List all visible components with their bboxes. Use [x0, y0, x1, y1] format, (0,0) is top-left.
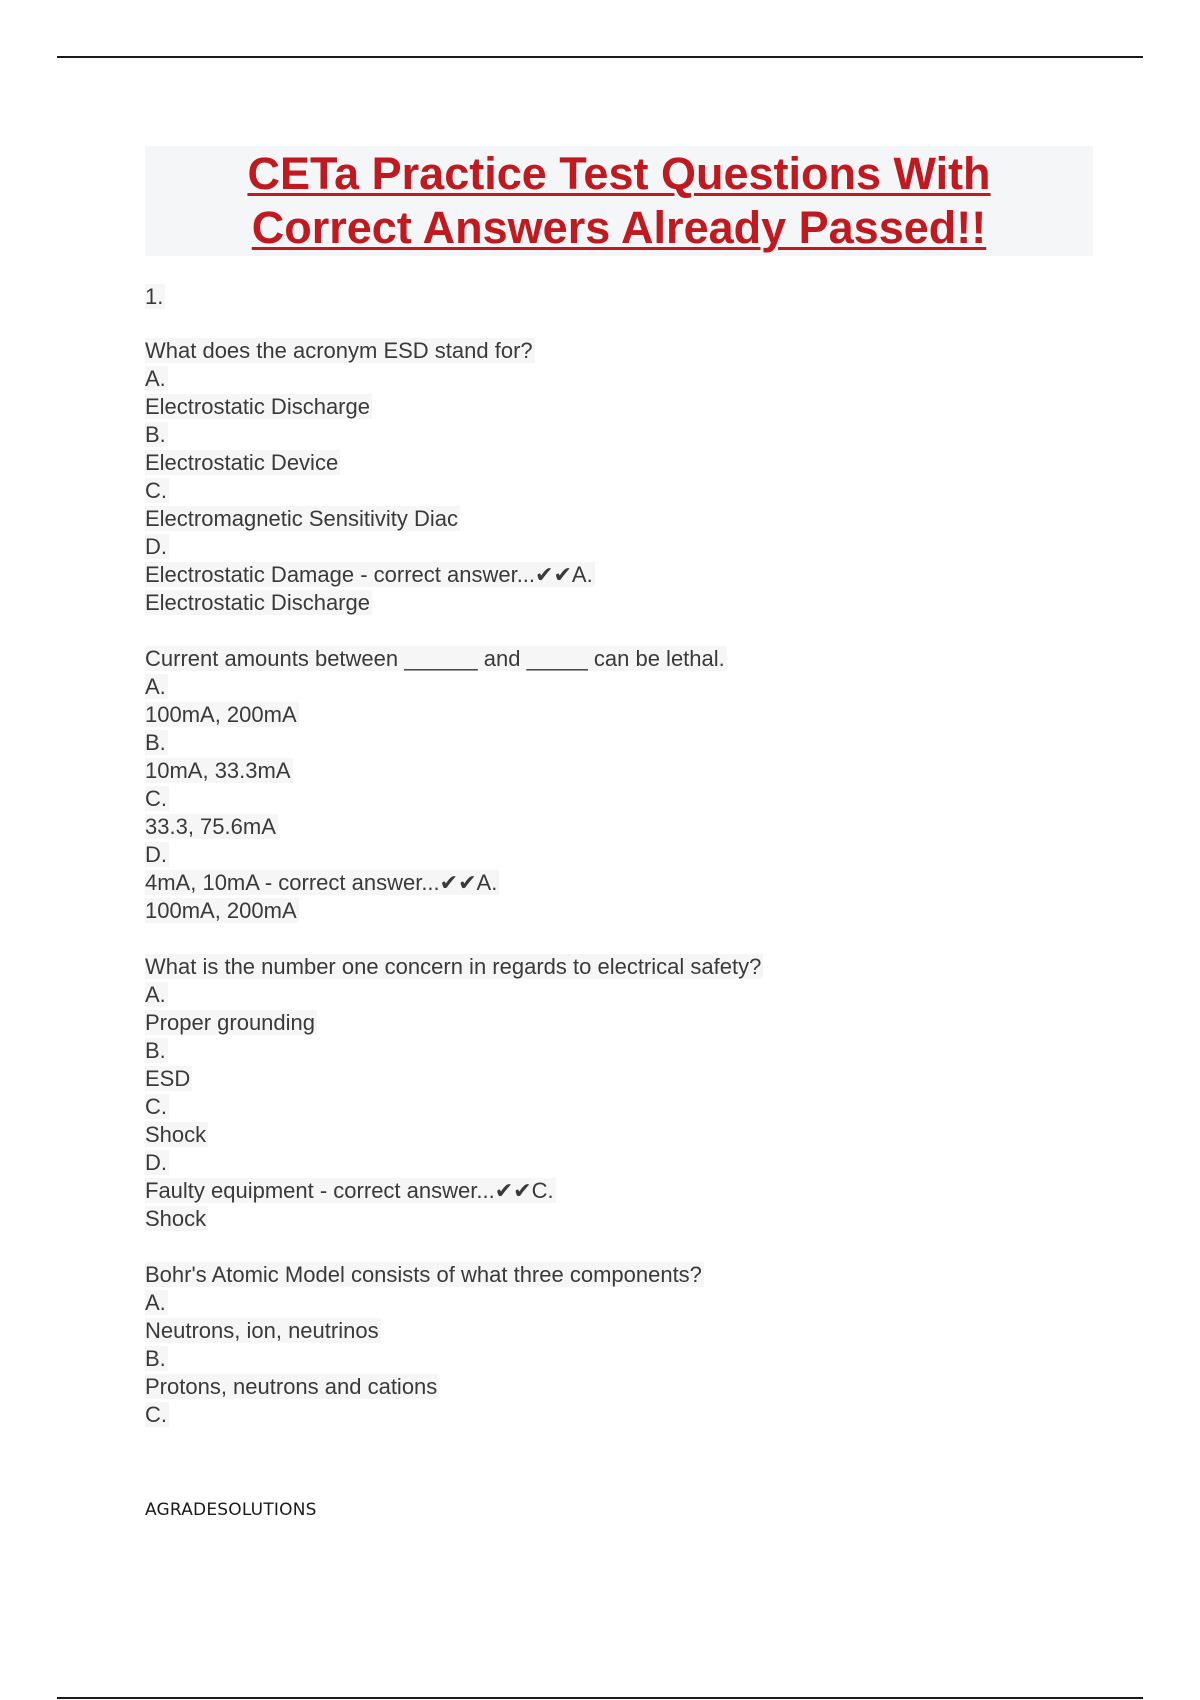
option-label: C. — [145, 1094, 167, 1119]
option-label: D. — [145, 842, 167, 867]
question-text: What does the acronym ESD stand for? — [145, 338, 533, 363]
option-label: A. — [145, 982, 166, 1007]
option-label: B. — [145, 1346, 166, 1371]
question-block-2 — [145, 645, 1095, 925]
answer-text: Shock — [145, 1206, 207, 1231]
question-text: Current amounts between ______ and _____ can be lethal. — [145, 646, 725, 671]
option-label: B. — [145, 730, 166, 755]
option-text: Electrostatic Device — [145, 450, 339, 475]
question-number: 1. — [145, 284, 164, 309]
document-title-line-2: Correct Answers Already Passed!! — [251, 202, 987, 253]
option-text: 33.3, 75.6mA — [145, 814, 276, 839]
option-text: Protons, neutrons and cations — [145, 1374, 438, 1399]
option-label: A. — [145, 1290, 166, 1315]
option-text: 100mA, 200mA — [145, 702, 297, 727]
option-label: C. — [145, 1402, 167, 1427]
bottom-rule — [57, 1697, 1143, 1699]
answer-line: Faulty equipment - correct answer...✔✔C. — [145, 1178, 554, 1203]
option-label: B. — [145, 422, 166, 447]
option-text: 10mA, 33.3mA — [145, 758, 291, 783]
option-text: ESD — [145, 1066, 191, 1091]
option-label: C. — [145, 478, 167, 503]
answer-line: 4mA, 10mA - correct answer...✔✔A. — [145, 870, 498, 895]
option-label: A. — [145, 674, 166, 699]
answer-text: Electrostatic Discharge — [145, 590, 370, 615]
option-label: A. — [145, 366, 166, 391]
option-label: B. — [145, 1038, 166, 1063]
option-text: Shock — [145, 1122, 207, 1147]
question-block-3 — [145, 953, 1095, 1233]
top-rule — [57, 56, 1143, 58]
option-label: D. — [145, 1150, 167, 1175]
option-text: Proper grounding — [145, 1010, 316, 1035]
footer-brand: AGRADESOLUTIONS — [145, 1500, 317, 1520]
question-text: Bohr's Atomic Model consists of what three components? — [145, 1262, 702, 1287]
option-text: Electrostatic Discharge — [145, 394, 370, 419]
option-label: C. — [145, 786, 167, 811]
document-title-line-1: CETa Practice Test Questions With — [247, 148, 991, 199]
question-content — [145, 283, 1095, 1429]
answer-text: 100mA, 200mA — [145, 898, 297, 923]
question-block-1 — [145, 337, 1095, 617]
option-label: D. — [145, 534, 167, 559]
option-text: Neutrons, ion, neutrinos — [145, 1318, 379, 1343]
answer-line: Electrostatic Damage - correct answer...✔✔A. — [145, 562, 593, 587]
document-title-band — [145, 146, 1093, 256]
question-block-4 — [145, 1261, 1095, 1429]
option-text: Electromagnetic Sensitivity Diac — [145, 506, 459, 531]
question-text: What is the number one concern in regards to electrical safety? — [145, 954, 762, 979]
